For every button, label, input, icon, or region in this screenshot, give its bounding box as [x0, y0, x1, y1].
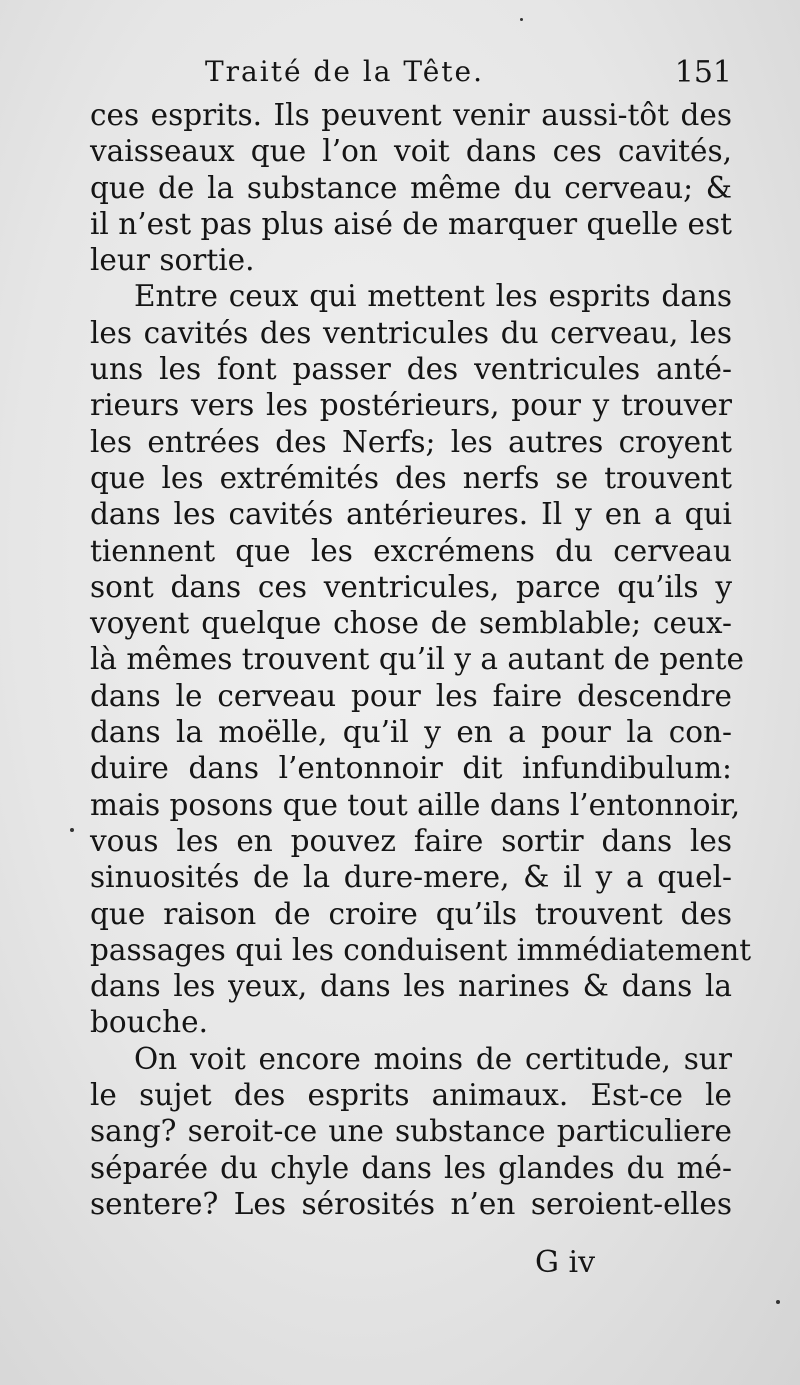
text-line: les cavités des ventricules du cerveau, les	[90, 315, 732, 350]
text-line: sinuosités de la dure-mere, & il y a quel-	[90, 860, 732, 895]
text-line: uns les font passer des ventricules anté-	[90, 352, 732, 387]
ink-speck	[520, 18, 523, 21]
text-line: dans le cerveau pour les faire descendre	[90, 678, 732, 713]
ink-speck	[776, 1300, 780, 1304]
text-line: que de la substance même du cerveau; &	[90, 170, 732, 205]
text-line: tiennent que les excrémens du cerveau	[90, 533, 732, 568]
text-line: séparée du chyle dans les glandes du mé-	[90, 1150, 732, 1185]
text-line: que raison de croire qu’ils trouvent des	[90, 896, 732, 931]
text-line: là mêmes trouvent qu’il y a autant de pente	[90, 642, 744, 677]
ink-speck	[70, 828, 74, 832]
text-line: passages qui les conduisent immédiatement	[90, 932, 752, 967]
text-line: sang? seroit-ce une substance particuliere	[90, 1114, 732, 1149]
running-head: Traité de la Tête.	[205, 55, 484, 88]
page-header	[90, 55, 732, 95]
text-line: dans la moëlle, qu’il y en a pour la con-	[90, 715, 732, 750]
body-text	[90, 97, 752, 1222]
text-line: bouche.	[90, 1005, 208, 1040]
page-number: 151	[674, 55, 732, 90]
text-line: vaisseaux que l’on voit dans ces cavités,	[90, 134, 732, 169]
text-line: sont dans ces ventricules, parce qu’ils y	[90, 569, 732, 604]
text-line: mais posons que tout aille dans l’entonnoir,	[90, 787, 741, 822]
text-line: duire dans l’entonnoir dit infundibulum:	[90, 751, 732, 786]
text-line: vous les en pouvez faire sortir dans les	[90, 823, 732, 858]
text-line: voyent quelque chose de semblable; ceux-	[90, 606, 732, 641]
signature-mark: G iv	[535, 1245, 596, 1280]
text-line: Entre ceux qui mettent les esprits dans	[134, 279, 732, 314]
text-line: dans les yeux, dans les narines & dans la	[90, 969, 732, 1004]
text-line: dans les cavités antérieures. Il y en a qui	[90, 497, 732, 532]
text-line: On voit encore moins de certitude, sur	[134, 1041, 732, 1076]
text-line: rieurs vers les postérieurs, pour y trouver	[90, 388, 732, 423]
text-line: les entrées des Nerfs; les autres croyent	[90, 424, 732, 459]
text-line: ces esprits. Ils peuvent venir aussi-tôt des	[90, 98, 732, 132]
text-line: que les extrémités des nerfs se trouvent	[90, 460, 732, 495]
text-line: le sujet des esprits animaux. Est-ce le	[90, 1078, 732, 1113]
text-line: leur sortie.	[90, 243, 255, 278]
text-line: sentere? Les sérosités n’en seroient-elles	[90, 1186, 732, 1221]
text-line: il n’est pas plus aisé de marquer quelle est	[90, 206, 732, 241]
